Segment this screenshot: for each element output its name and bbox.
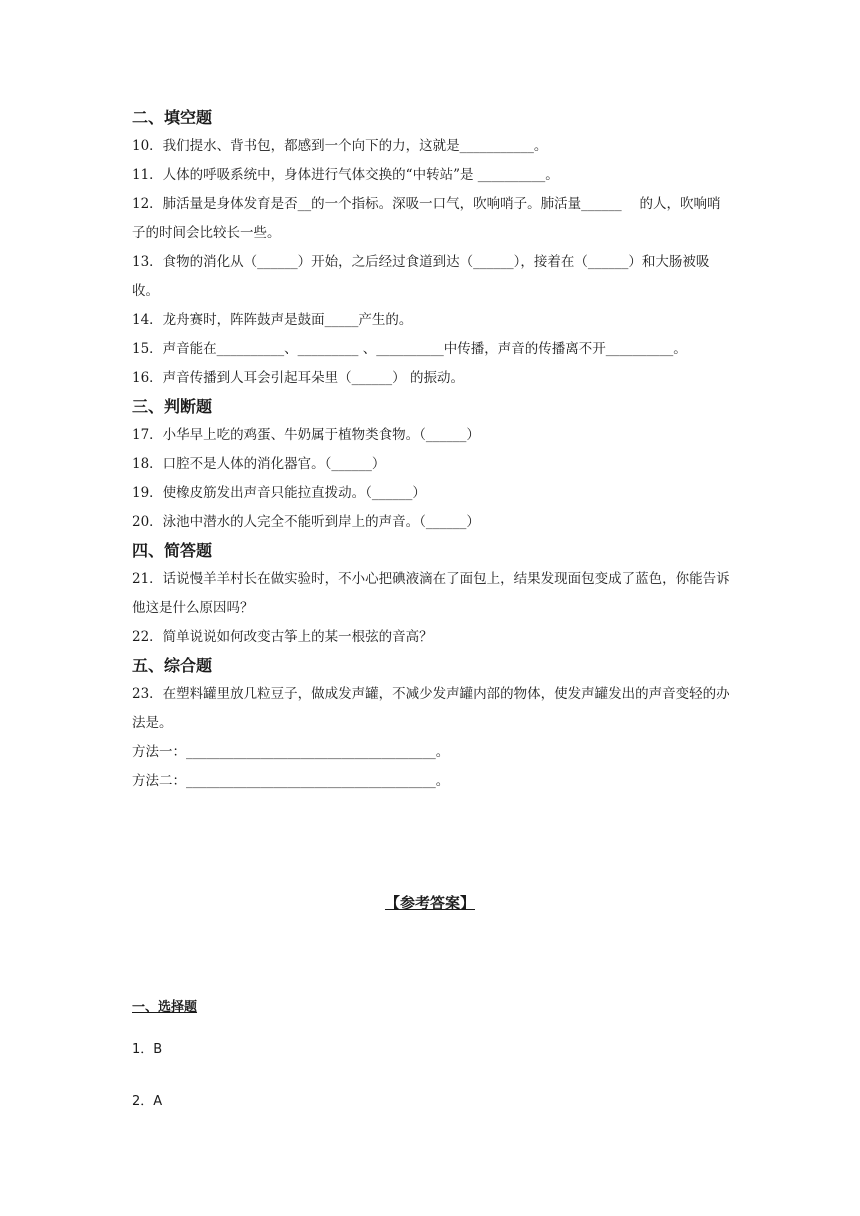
- answer-section-heading: 一、选择题: [132, 1000, 198, 1015]
- section-heading-judgment: 三、判断题: [132, 397, 213, 416]
- question-22: 22．简单说说如何改变古筝上的某一根弦的音高？: [132, 629, 433, 645]
- answer-key-title: [0, 891, 860, 915]
- question-23: 23．在塑料罐里放几粒豆子，做成发声罐，不减少发声罐内部的物体，使发声罐发出的声音变轻的办法是。: [132, 686, 730, 731]
- question-18: 18．口腔不是人体的消化器官。（______）: [132, 456, 386, 472]
- question-15: 15．声音能在__________、_________ 、__________中传播，声音的传播离不开__________。: [132, 341, 687, 357]
- question-19: 19．使橡皮筋发出声音只能拉直拨动。（______）: [132, 485, 426, 501]
- answer-key-title-text: 【参考答案】: [384, 894, 475, 912]
- answer-item-2: 2．A: [132, 1094, 163, 1109]
- method-one-line: 方法一：_____________________________________。: [132, 744, 450, 760]
- question-16: 16．声音传播到人耳会引起耳朵里（______） 的振动。: [132, 370, 464, 386]
- section-heading-short-answer: 四、简答题: [132, 541, 213, 560]
- question-content: [132, 104, 732, 796]
- section-heading-comprehensive: 五、综合题: [132, 656, 213, 675]
- question-14: 14．龙舟赛时，阵阵鼓声是鼓面_____产生的。: [132, 312, 413, 328]
- question-13: 13．食物的消化从（______）开始，之后经过食道到达（______），接着在（______）和大肠被吸收。: [132, 254, 710, 299]
- answer-item-1: 1．B: [132, 1042, 163, 1057]
- question-10: 10．我们提水、背书包，都感到一个向下的力，这就是___________。: [132, 138, 548, 154]
- question-20: 20．泳池中潜水的人完全不能听到岸上的声音。（______）: [132, 514, 480, 530]
- question-21: 21．话说慢羊羊村长在做实验时，不小心把碘液滴在了面包上，结果发现面包变成了蓝色，你能告诉他这是什么原因吗？: [132, 571, 730, 616]
- question-17: 17．小华早上吃的鸡蛋、牛奶属于植物类食物。（______）: [132, 427, 480, 443]
- question-11: 11．人体的呼吸系统中，身体进行气体交换的“中转站”是 __________。: [132, 167, 559, 183]
- question-12: 12．肺活量是身体发育是否__的一个指标。深吸一口气，吹响哨子。肺活量______ 的人，吹响哨子的时间会比较长一些。: [132, 196, 721, 241]
- section-heading-fill-blank: 二、填空题: [132, 108, 213, 127]
- method-two-line: 方法二：_____________________________________。: [132, 773, 450, 789]
